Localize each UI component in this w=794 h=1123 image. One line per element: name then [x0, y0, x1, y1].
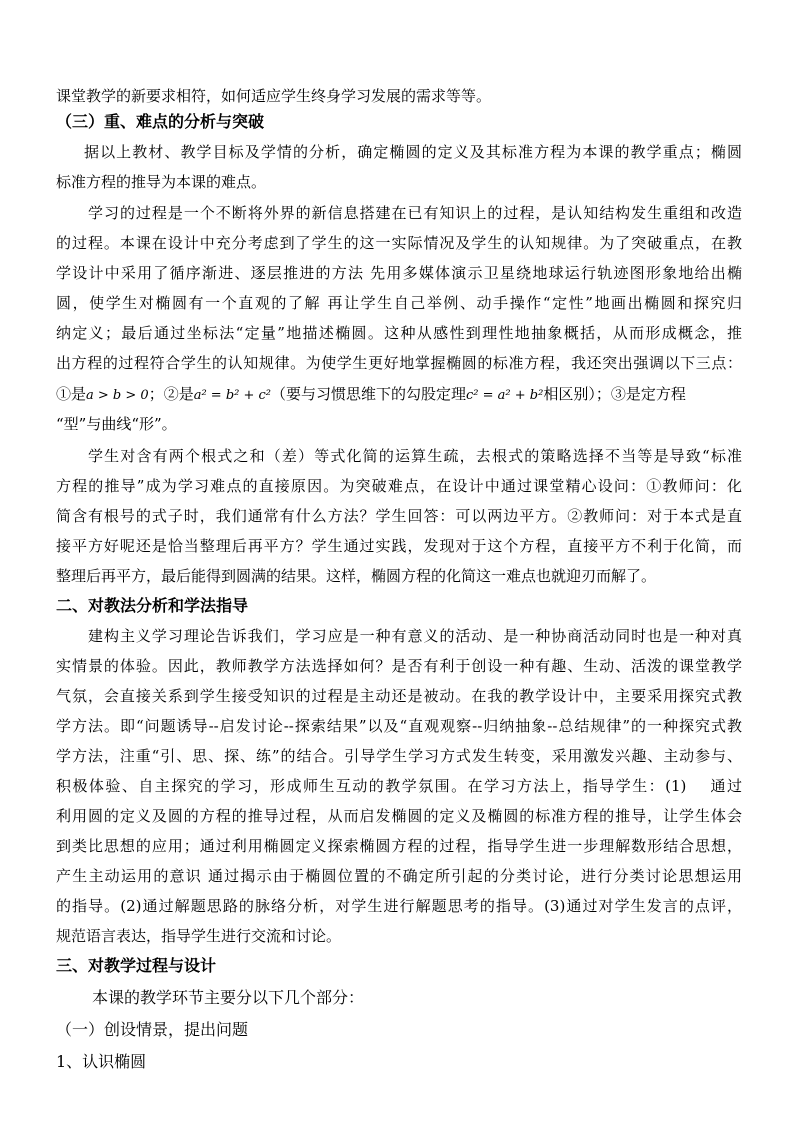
paragraph-line: 学方法。即“问题诱导--启发讨论--探索结果”以及“直观观察--归纳抽象--总结规律”的一种探究式教 [56, 717, 742, 735]
paragraph-line: 建构主义学习理论告诉我们，学习应是一种有意义的活动、是一种协商活动同时也是一种对真 [88, 627, 742, 645]
section-heading-key-points: （三）重、难点的分析与突破 [56, 112, 265, 131]
math-line-text: ①是 [56, 385, 87, 403]
paragraph-line: 出方程的过程符合学生的认知规律。为使学生更好地掌握椭圆的标准方程，我还突出强调以下三点： [56, 354, 742, 372]
paragraph-line: 据以上教材、教学目标及学情的分析，确定椭圆的定义及其标准方程为本课的教学重点；椭圆 [84, 143, 742, 161]
paragraph-line: 气氛，会直接关系到学生接受知识的过程是主动还是被动。在我的教学设计中，主要采用探究式教 [56, 687, 742, 705]
item-heading: 1、认识椭圆 [56, 1052, 147, 1071]
paragraph-line: 课堂教学的新要求相符，如何适应学生终身学习发展的需求等等。 [56, 87, 492, 105]
pythagorean-formula: c² = a² + b² [466, 388, 544, 403]
paragraph-line: 圆，使学生对椭圆有一个直观的了解 再让学生自己举例、动手操作“定性”地画出椭圆和探究归 [56, 294, 742, 312]
math-line-text: 相区别）；③是定方程 [543, 385, 686, 403]
paragraph-line: 接平方好呢还是恰当整理后再平方？学生通过实践，发现对于这个方程，直接平方不利于化简，而 [56, 537, 742, 555]
paragraph-line: 利用圆的定义及圆的方程的推导过程，从而启发椭圆的定义及椭圆的标准方程的推导，让学生体会 [56, 807, 742, 825]
paragraph-line: 简含有根号的式子时，我们通常有什么方法？学生回答：可以两边平方。②教师问：对于本式是直 [56, 507, 742, 525]
section-heading-teaching-process: 三、对教学过程与设计 [56, 956, 217, 975]
subsection-heading: （一）创设情景，提出问题 [56, 1020, 249, 1039]
ellipse-relation-formula: a² = b² + c² [193, 388, 272, 403]
paragraph-line: 学生对含有两个根式之和（差）等式化简的运算生疏，去根式的策略选择不当等是导致“标准 [88, 447, 742, 465]
section-heading-teaching-methods: 二、对教法分析和学法指导 [56, 596, 249, 615]
paragraph-line: 积极体验、自主探究的学习，形成师生互动的教学氛围。在学习方法上，指导学生：(1) 通过 [56, 777, 742, 795]
paragraph-line: 纳定义；最后通过坐标法“定量”地描述椭圆。这种从感性到理性地抽象概括，从而形成概念，推 [56, 324, 742, 342]
paragraph-line: 规范语言表达，指导学生进行交流和讨论。 [56, 927, 342, 945]
paragraph-line: 学方法，注重“引、思、探、练”的结合。引导学生学习方式发生转变，采用激发兴趣、主动参与、 [56, 747, 742, 765]
paragraph-line: 实情景的体验。因此，教师教学方法选择如何？是否有利于创设一种有趣、生动、活泼的课堂教学 [56, 657, 742, 675]
paragraph-line: 的过程。本课在设计中充分考虑到了学生的这一实际情况及学生的认知规律。为了突破重点，在教 [56, 234, 742, 252]
math-line-text: （要与习惯思维下的勾股定理 [271, 385, 467, 403]
paragraph-line: 学设计中采用了循序渐进、逐层推进的方法 先用多媒体演示卫星绕地球运行轨迹图形象地给出椭 [56, 264, 742, 282]
paragraph-line: “型”与曲线“形”。 [56, 415, 177, 433]
paragraph-line: 产生主动运用的意识 通过揭示由于椭圆位置的不确定所引起的分类讨论，进行分类讨论思想运用 [56, 867, 742, 885]
paragraph-line: 学习的过程是一个不断将外界的新信息搭建在已有知识上的过程，是认知结构发生重组和改造 [88, 204, 742, 222]
paragraph-line: 整理后再平方，最后能得到圆满的结果。这样，椭圆方程的化简这一难点也就迎刃而解了。 [56, 567, 657, 585]
paragraph-line: 本课的教学环节主要分以下几个部分： [92, 988, 365, 1007]
inequality-formula: a > b > 0 [86, 388, 149, 403]
paragraph-line: 标准方程的推导为本课的难点。 [56, 173, 267, 191]
paragraph-line: 方程的推导”成为学习难点的直接原因。为突破难点，在设计中通过课堂精心设问：①教师问：化 [56, 477, 742, 495]
paragraph-line: 的指导。(2)通过解题思路的脉络分析，对学生进行解题思考的指导。(3)通过对学生发言的点评， [56, 897, 742, 915]
math-line-text: ；②是 [148, 385, 194, 403]
math-line [56, 384, 742, 406]
paragraph-line: 到类比思想的应用；通过利用椭圆定义探索椭圆方程的过程，指导学生进一步理解数形结合思想， [56, 837, 742, 855]
